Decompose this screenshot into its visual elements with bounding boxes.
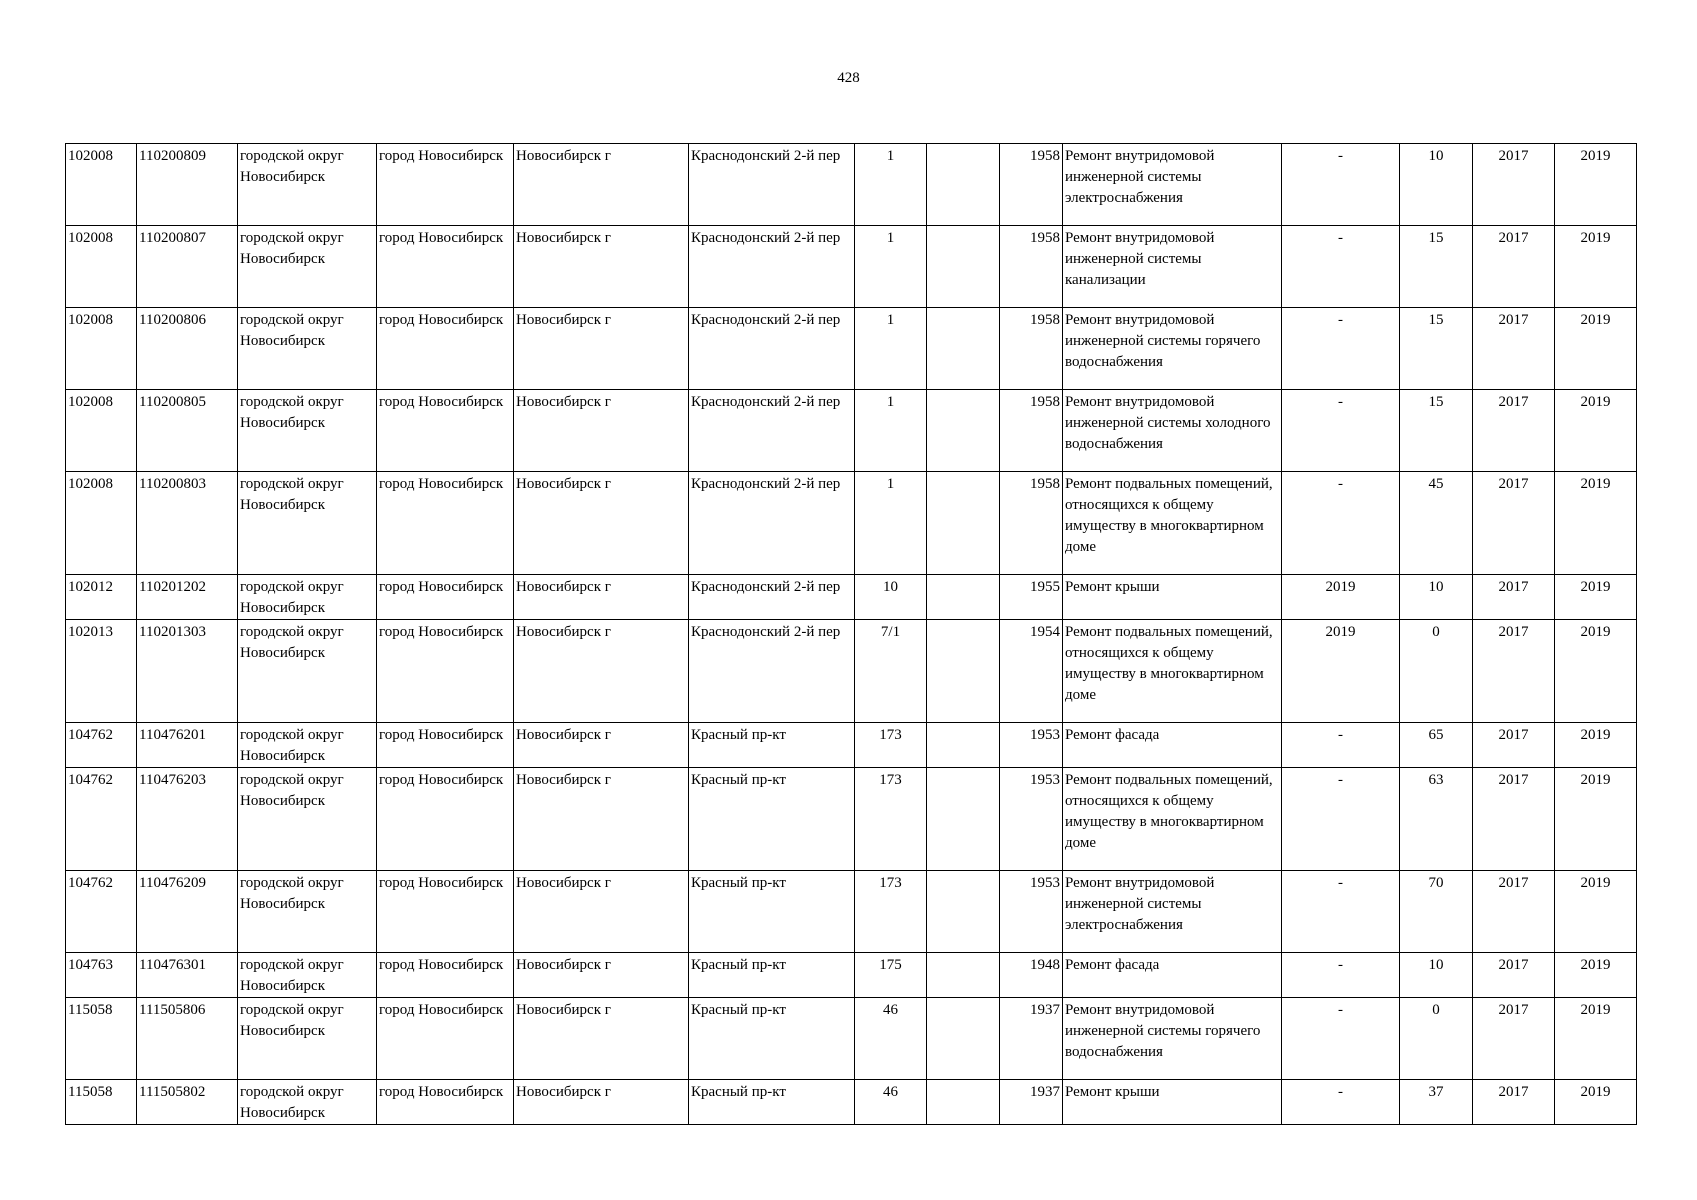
cell-house: 46: [855, 998, 927, 1080]
cell-street: Краснодонский 2-й пер: [689, 144, 855, 226]
cell-work-type: Ремонт крыши: [1063, 1080, 1282, 1125]
cell-gorod: город Новосибирск: [377, 1080, 514, 1125]
capital-repair-table: [65, 143, 1637, 1125]
cell-locality: Новосибирск г: [514, 1080, 689, 1125]
cell-street: Красный пр-кт: [689, 871, 855, 953]
cell-letter: [927, 1080, 1000, 1125]
table-row: [66, 768, 1637, 871]
cell-street: Краснодонский 2-й пер: [689, 575, 855, 620]
cell-period-start: 2017: [1473, 472, 1555, 575]
cell-okrug: городской округ Новосибирск: [238, 390, 377, 472]
cell-street: Красный пр-кт: [689, 953, 855, 998]
cell-period-start: 2017: [1473, 723, 1555, 768]
cell-period-end: 2019: [1555, 953, 1637, 998]
cell-work-type: Ремонт внутридомовой инженерной системы горячего водоснабжения: [1063, 998, 1282, 1080]
cell-wear: 10: [1400, 144, 1473, 226]
table-row: [66, 1080, 1637, 1125]
cell-house: 173: [855, 723, 927, 768]
cell-locality: Новосибирск г: [514, 390, 689, 472]
cell-id: 115058: [66, 1080, 137, 1125]
cell-year: 1958: [1000, 308, 1063, 390]
cell-period-start: 2017: [1473, 953, 1555, 998]
cell-wear: 65: [1400, 723, 1473, 768]
cell-wear: 45: [1400, 472, 1473, 575]
cell-period-end: 2019: [1555, 871, 1637, 953]
cell-letter: [927, 871, 1000, 953]
table-row: [66, 226, 1637, 308]
cell-period-end: 2019: [1555, 768, 1637, 871]
cell-house: 1: [855, 472, 927, 575]
cell-completed: 2019: [1282, 620, 1400, 723]
cell-okrug: городской округ Новосибирск: [238, 723, 377, 768]
cell-wear: 15: [1400, 390, 1473, 472]
cell-period-end: 2019: [1555, 390, 1637, 472]
cell-okrug: городской округ Новосибирск: [238, 620, 377, 723]
cell-year: 1958: [1000, 144, 1063, 226]
cell-locality: Новосибирск г: [514, 575, 689, 620]
cell-gorod: город Новосибирск: [377, 308, 514, 390]
cell-wear: 10: [1400, 953, 1473, 998]
cell-code: 111505802: [137, 1080, 238, 1125]
cell-house: 1: [855, 308, 927, 390]
cell-period-end: 2019: [1555, 620, 1637, 723]
cell-year: 1937: [1000, 1080, 1063, 1125]
cell-locality: Новосибирск г: [514, 953, 689, 998]
cell-code: 110200805: [137, 390, 238, 472]
cell-house: 46: [855, 1080, 927, 1125]
cell-code: 110476301: [137, 953, 238, 998]
cell-letter: [927, 472, 1000, 575]
cell-locality: Новосибирск г: [514, 620, 689, 723]
cell-code: 110201303: [137, 620, 238, 723]
cell-work-type: Ремонт внутридомовой инженерной системы холодного водоснабжения: [1063, 390, 1282, 472]
cell-wear: 70: [1400, 871, 1473, 953]
cell-completed: 2019: [1282, 575, 1400, 620]
cell-code: 110201202: [137, 575, 238, 620]
cell-street: Красный пр-кт: [689, 1080, 855, 1125]
cell-id: 104762: [66, 768, 137, 871]
cell-okrug: городской округ Новосибирск: [238, 953, 377, 998]
table-row: [66, 308, 1637, 390]
cell-work-type: Ремонт внутридомовой инженерной системы электроснабжения: [1063, 871, 1282, 953]
cell-period-start: 2017: [1473, 390, 1555, 472]
cell-id: 102008: [66, 226, 137, 308]
cell-code: 111505806: [137, 998, 238, 1080]
cell-work-type: Ремонт подвальных помещений, относящихся к общему имуществу в многоквартирном доме: [1063, 472, 1282, 575]
cell-locality: Новосибирск г: [514, 226, 689, 308]
cell-street: Краснодонский 2-й пер: [689, 308, 855, 390]
cell-completed: -: [1282, 472, 1400, 575]
cell-period-end: 2019: [1555, 1080, 1637, 1125]
cell-wear: 37: [1400, 1080, 1473, 1125]
cell-code: 110200807: [137, 226, 238, 308]
cell-letter: [927, 144, 1000, 226]
cell-house: 1: [855, 144, 927, 226]
cell-work-type: Ремонт фасада: [1063, 723, 1282, 768]
cell-gorod: город Новосибирск: [377, 620, 514, 723]
cell-id: 115058: [66, 998, 137, 1080]
cell-house: 7/1: [855, 620, 927, 723]
cell-work-type: Ремонт внутридомовой инженерной системы канализации: [1063, 226, 1282, 308]
cell-locality: Новосибирск г: [514, 472, 689, 575]
cell-locality: Новосибирск г: [514, 144, 689, 226]
cell-id: 102008: [66, 472, 137, 575]
cell-gorod: город Новосибирск: [377, 226, 514, 308]
cell-period-start: 2017: [1473, 144, 1555, 226]
cell-gorod: город Новосибирск: [377, 390, 514, 472]
cell-id: 102013: [66, 620, 137, 723]
cell-wear: 0: [1400, 620, 1473, 723]
cell-year: 1953: [1000, 723, 1063, 768]
cell-period-start: 2017: [1473, 998, 1555, 1080]
cell-gorod: город Новосибирск: [377, 953, 514, 998]
cell-gorod: город Новосибирск: [377, 472, 514, 575]
cell-completed: -: [1282, 308, 1400, 390]
cell-okrug: городской округ Новосибирск: [238, 871, 377, 953]
cell-period-end: 2019: [1555, 472, 1637, 575]
cell-completed: -: [1282, 144, 1400, 226]
cell-locality: Новосибирск г: [514, 998, 689, 1080]
cell-period-start: 2017: [1473, 575, 1555, 620]
cell-year: 1955: [1000, 575, 1063, 620]
cell-house: 173: [855, 768, 927, 871]
cell-letter: [927, 620, 1000, 723]
cell-period-start: 2017: [1473, 871, 1555, 953]
cell-period-end: 2019: [1555, 723, 1637, 768]
cell-letter: [927, 575, 1000, 620]
table-body: [66, 144, 1637, 1125]
cell-period-end: 2019: [1555, 144, 1637, 226]
cell-letter: [927, 768, 1000, 871]
cell-work-type: Ремонт внутридомовой инженерной системы горячего водоснабжения: [1063, 308, 1282, 390]
cell-house: 175: [855, 953, 927, 998]
cell-completed: -: [1282, 226, 1400, 308]
cell-code: 110476209: [137, 871, 238, 953]
cell-letter: [927, 998, 1000, 1080]
table-row: [66, 998, 1637, 1080]
cell-okrug: городской округ Новосибирск: [238, 144, 377, 226]
cell-wear: 15: [1400, 308, 1473, 390]
cell-wear: 0: [1400, 998, 1473, 1080]
cell-locality: Новосибирск г: [514, 308, 689, 390]
cell-id: 102008: [66, 144, 137, 226]
cell-letter: [927, 723, 1000, 768]
table-row: [66, 871, 1637, 953]
cell-period-start: 2017: [1473, 308, 1555, 390]
cell-period-end: 2019: [1555, 226, 1637, 308]
cell-work-type: Ремонт внутридомовой инженерной системы электроснабжения: [1063, 144, 1282, 226]
cell-id: 102012: [66, 575, 137, 620]
cell-okrug: городской округ Новосибирск: [238, 226, 377, 308]
cell-locality: Новосибирск г: [514, 768, 689, 871]
cell-wear: 63: [1400, 768, 1473, 871]
cell-year: 1958: [1000, 472, 1063, 575]
cell-period-end: 2019: [1555, 998, 1637, 1080]
cell-id: 102008: [66, 308, 137, 390]
cell-completed: -: [1282, 998, 1400, 1080]
cell-okrug: городской округ Новосибирск: [238, 472, 377, 575]
cell-period-start: 2017: [1473, 768, 1555, 871]
cell-work-type: Ремонт подвальных помещений, относящихся к общему имуществу в многоквартирном доме: [1063, 620, 1282, 723]
cell-completed: -: [1282, 768, 1400, 871]
cell-okrug: городской округ Новосибирск: [238, 998, 377, 1080]
cell-gorod: город Новосибирск: [377, 871, 514, 953]
cell-code: 110200803: [137, 472, 238, 575]
table-row: [66, 390, 1637, 472]
cell-code: 110200809: [137, 144, 238, 226]
cell-work-type: Ремонт фасада: [1063, 953, 1282, 998]
cell-okrug: городской округ Новосибирск: [238, 1080, 377, 1125]
cell-street: Краснодонский 2-й пер: [689, 472, 855, 575]
cell-street: Красный пр-кт: [689, 768, 855, 871]
cell-period-start: 2017: [1473, 226, 1555, 308]
table-row: [66, 144, 1637, 226]
cell-street: Краснодонский 2-й пер: [689, 620, 855, 723]
cell-street: Красный пр-кт: [689, 998, 855, 1080]
cell-completed: -: [1282, 953, 1400, 998]
cell-work-type: Ремонт крыши: [1063, 575, 1282, 620]
cell-letter: [927, 226, 1000, 308]
table-row: [66, 620, 1637, 723]
cell-letter: [927, 390, 1000, 472]
cell-okrug: городской округ Новосибирск: [238, 575, 377, 620]
cell-house: 1: [855, 390, 927, 472]
cell-letter: [927, 308, 1000, 390]
cell-gorod: город Новосибирск: [377, 768, 514, 871]
cell-gorod: город Новосибирск: [377, 575, 514, 620]
cell-period-end: 2019: [1555, 575, 1637, 620]
cell-completed: -: [1282, 871, 1400, 953]
cell-id: 104762: [66, 723, 137, 768]
cell-street: Красный пр-кт: [689, 723, 855, 768]
table-row: [66, 575, 1637, 620]
cell-letter: [927, 953, 1000, 998]
cell-year: 1953: [1000, 768, 1063, 871]
cell-gorod: город Новосибирск: [377, 144, 514, 226]
cell-wear: 15: [1400, 226, 1473, 308]
cell-gorod: город Новосибирск: [377, 998, 514, 1080]
cell-street: Краснодонский 2-й пер: [689, 226, 855, 308]
cell-period-start: 2017: [1473, 620, 1555, 723]
cell-house: 1: [855, 226, 927, 308]
cell-code: 110200806: [137, 308, 238, 390]
cell-id: 104763: [66, 953, 137, 998]
table-row: [66, 472, 1637, 575]
cell-period-start: 2017: [1473, 1080, 1555, 1125]
cell-year: 1937: [1000, 998, 1063, 1080]
cell-okrug: городской округ Новосибирск: [238, 768, 377, 871]
cell-locality: Новосибирск г: [514, 723, 689, 768]
cell-completed: -: [1282, 723, 1400, 768]
cell-id: 102008: [66, 390, 137, 472]
cell-year: 1953: [1000, 871, 1063, 953]
cell-street: Краснодонский 2-й пер: [689, 390, 855, 472]
cell-locality: Новосибирск г: [514, 871, 689, 953]
cell-year: 1954: [1000, 620, 1063, 723]
cell-house: 10: [855, 575, 927, 620]
cell-work-type: Ремонт подвальных помещений, относящихся к общему имуществу в многоквартирном доме: [1063, 768, 1282, 871]
cell-code: 110476203: [137, 768, 238, 871]
cell-id: 104762: [66, 871, 137, 953]
cell-year: 1948: [1000, 953, 1063, 998]
table-row: [66, 723, 1637, 768]
cell-year: 1958: [1000, 390, 1063, 472]
cell-okrug: городской округ Новосибирск: [238, 308, 377, 390]
cell-completed: -: [1282, 390, 1400, 472]
page-number: 428: [837, 70, 860, 86]
cell-year: 1958: [1000, 226, 1063, 308]
cell-gorod: город Новосибирск: [377, 723, 514, 768]
cell-period-end: 2019: [1555, 308, 1637, 390]
cell-code: 110476201: [137, 723, 238, 768]
cell-completed: -: [1282, 1080, 1400, 1125]
table-row: [66, 953, 1637, 998]
cell-wear: 10: [1400, 575, 1473, 620]
cell-house: 173: [855, 871, 927, 953]
